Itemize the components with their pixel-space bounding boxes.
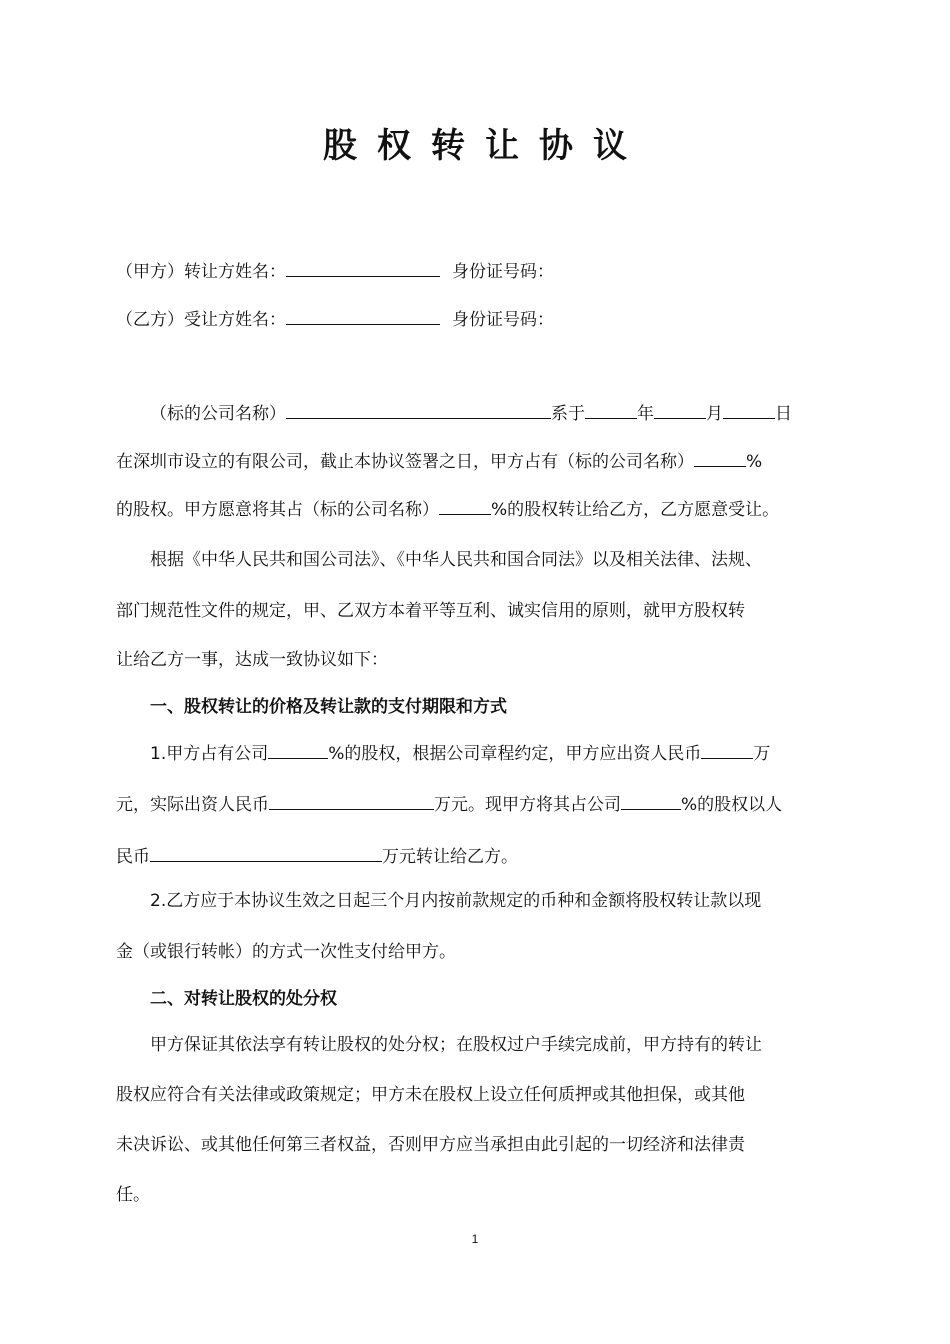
clause-2-line-2: 金（或银行转帐）的方式一次性支付给甲方。 [116, 942, 456, 962]
intro-text-3a: 的股权。甲方愿意将其占（标的公司名称） [116, 500, 439, 520]
owned-percent-blank [268, 740, 328, 759]
transfer-share-blank [621, 791, 681, 810]
section-2-line-4: 任。 [116, 1185, 150, 1205]
basis-line-3: 让给乙方一事，达成一致协议如下： [116, 650, 388, 670]
year-blank [585, 400, 637, 419]
clause-1-text-a: 1.甲方占有公司 [150, 744, 269, 764]
party-b-name-label: （乙方）受让方姓名： [116, 310, 286, 330]
company-name-blank [286, 400, 551, 419]
clause-1-text-b: %的股权，根据公司章程约定，甲方应出资人民币 [328, 744, 702, 764]
page-number: 1 [471, 1232, 479, 1246]
party-b-line [116, 306, 846, 333]
clause-2-line-1: 2.乙方应于本协议生效之日起三个月内按前款规定的币种和金额将股权转让款以现 [150, 891, 762, 911]
intro-text-2: 在深圳市设立的有限公司，截止本协议签署之日，甲方占有（标的公司名称） [116, 452, 694, 472]
section-1-heading: 一、股权转让的价格及转让款的支付期限和方式 [150, 697, 507, 717]
day-label: 日 [775, 404, 792, 424]
intro-line-3 [116, 496, 846, 523]
transfer-price-blank [150, 843, 382, 862]
share-percent-blank [694, 448, 746, 467]
clause-1-line-1 [150, 740, 880, 767]
clause-1-text-h: 万元转让给乙方。 [382, 847, 518, 867]
day-blank [723, 400, 775, 419]
party-b-name-blank [286, 306, 440, 325]
subscribed-capital-blank [701, 740, 753, 759]
basis-line-1: 根据《中华人民共和国公司法》、《中华人民共和国合同法》以及相关法律、法规、 [150, 550, 762, 570]
clause-1-text-g: 民币 [116, 847, 150, 867]
party-a-name-blank [286, 258, 440, 277]
intro-established-text: 系于 [551, 404, 585, 424]
year-label: 年 [637, 404, 654, 424]
party-b-id-label: 身份证号码： [452, 310, 554, 330]
clause-1-line-2 [116, 791, 846, 818]
clause-1-line-3 [116, 843, 846, 870]
party-a-name-label: （甲方）转让方姓名： [116, 262, 286, 282]
basis-line-2: 部门规范性文件的规定，甲、乙双方本着平等互利、诚实信用的原则，就甲方股权转 [116, 601, 745, 621]
intro-line-2 [116, 448, 846, 475]
transfer-percent-blank [439, 496, 491, 515]
month-label: 月 [706, 404, 723, 424]
section-2-heading: 二、对转让股权的处分权 [150, 989, 337, 1009]
clause-1-text-f: %的股权以人 [681, 795, 783, 815]
intro-company-label: （标的公司名称） [150, 404, 286, 424]
percent-sign: % [746, 452, 763, 472]
month-blank [654, 400, 706, 419]
section-2-line-1: 甲方保证其依法享有转让股权的处分权；在股权过户手续完成前，甲方持有的转让 [150, 1035, 762, 1055]
party-a-id-label: 身份证号码： [452, 262, 554, 282]
clause-1-text-e: 万元。现甲方将其占公司 [434, 795, 621, 815]
intro-text-3b: %的股权转让给乙方，乙方愿意受让。 [491, 500, 780, 520]
clause-1-text-c: 万 [753, 744, 771, 764]
intro-line-1 [150, 400, 880, 427]
clause-1-text-d: 元，实际出资人民币 [116, 795, 269, 815]
section-2-line-2: 股权应符合有关法律或政策规定；甲方未在股权上设立任何质押或其他担保，或其他 [116, 1085, 745, 1105]
paid-capital-blank [269, 791, 434, 810]
document-title: 股权转让协议 [323, 126, 647, 166]
party-a-line [116, 258, 846, 285]
section-2-line-3: 未决诉讼、或其他任何第三者权益，否则甲方应当承担由此引起的一切经济和法律责 [116, 1135, 745, 1155]
